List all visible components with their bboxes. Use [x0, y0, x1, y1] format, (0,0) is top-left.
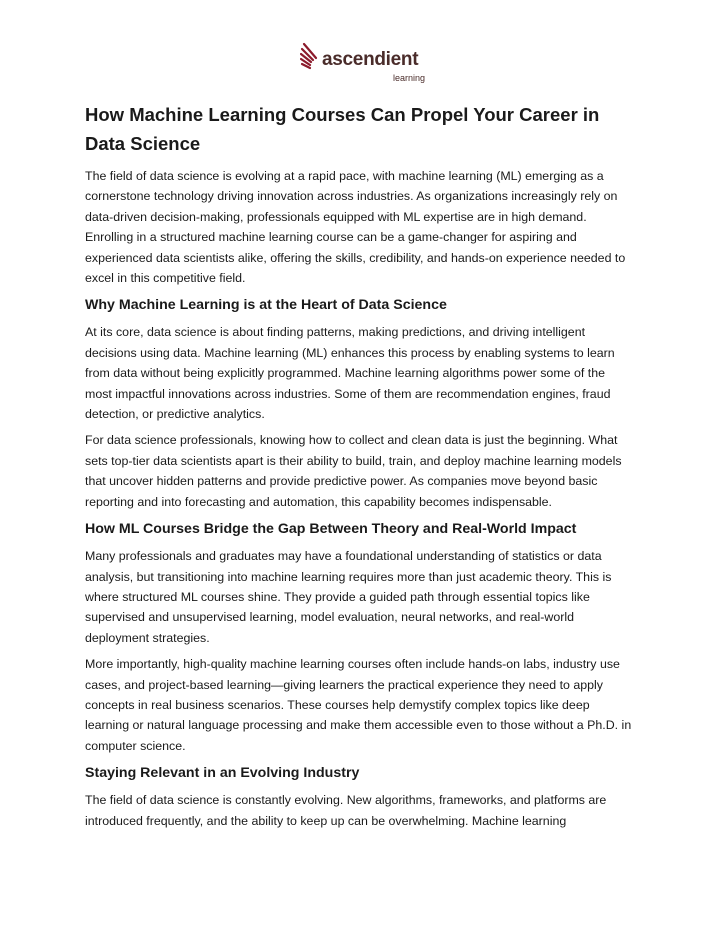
intro-paragraph: The field of data science is evolving at a rapid pace, with machine learning (ML) emerging as a cornerstone technology driving innovation across industries. As organizations increasingly rely on data-driven decision-making, professionals equipped with ML expertise are in high demand. Enrolling in a structured machine learning course can be a game-changer for aspiring and experienced data scientists alike, offering the skills, credibility, and hands-on experience needed to excel in this competitive field.	[85, 169, 626, 286]
section-heading-staying-relevant: Staying Relevant in an Evolving Industry	[85, 765, 360, 782]
ascendient-logo	[300, 38, 426, 90]
logo-wordmark: ascendient	[322, 49, 419, 70]
logo-subtitle: learning	[393, 73, 426, 83]
section-paragraph: The field of data science is constantly evolving. New algorithms, frameworks, and platforms are introduced frequently, and the ability to keep up can be overwhelming. Machine learning	[85, 793, 607, 828]
section-heading-bridge-gap: How ML Courses Bridge the Gap Between Theory and Real-World Impact	[85, 521, 577, 538]
section-paragraph: More importantly, high-quality machine learning courses often include hands-on labs, industry use cases, and project-based learning—giving learners the practical experience they need to apply concepts in real business scenarios. These courses help demystify complex topics like deep learning or natural language processing and make them accessible even to those without a Ph.D. in computer science.	[85, 657, 632, 753]
section-heading-why-ml: Why Machine Learning is at the Heart of Data Science	[85, 297, 447, 314]
section-paragraph: At its core, data science is about finding patterns, making predictions, and driving intelligent decisions using data. Machine learning (ML) enhances this process by enabling systems to learn from data without being explicitly programmed. Machine learning algorithms power some of the most impactful innovations across industries. Some of them are recommendation engines, fraud detection, or predictive analytics.	[85, 325, 615, 422]
article-body	[85, 100, 633, 837]
article-title: How Machine Learning Courses Can Propel Your Career in Data Science	[85, 104, 600, 154]
section-paragraph: For data science professionals, knowing how to collect and clean data is just the beginning. What sets top-tier data scientists apart is their ability to build, train, and deploy machine learning models that uncover hidden patterns and provide predictive power. As companies move beyond basic reporting and into forecasting and automation, this capability becomes indispensable.	[85, 433, 622, 509]
section-paragraph: Many professionals and graduates may have a foundational understanding of statistics or data analysis, but transitioning into machine learning requires more than just academic theory. This is where structured ML courses shine. They provide a guided path through essential topics like supervised and unsupervised learning, model evaluation, neural networks, and real-world deployment strategies.	[85, 549, 612, 645]
